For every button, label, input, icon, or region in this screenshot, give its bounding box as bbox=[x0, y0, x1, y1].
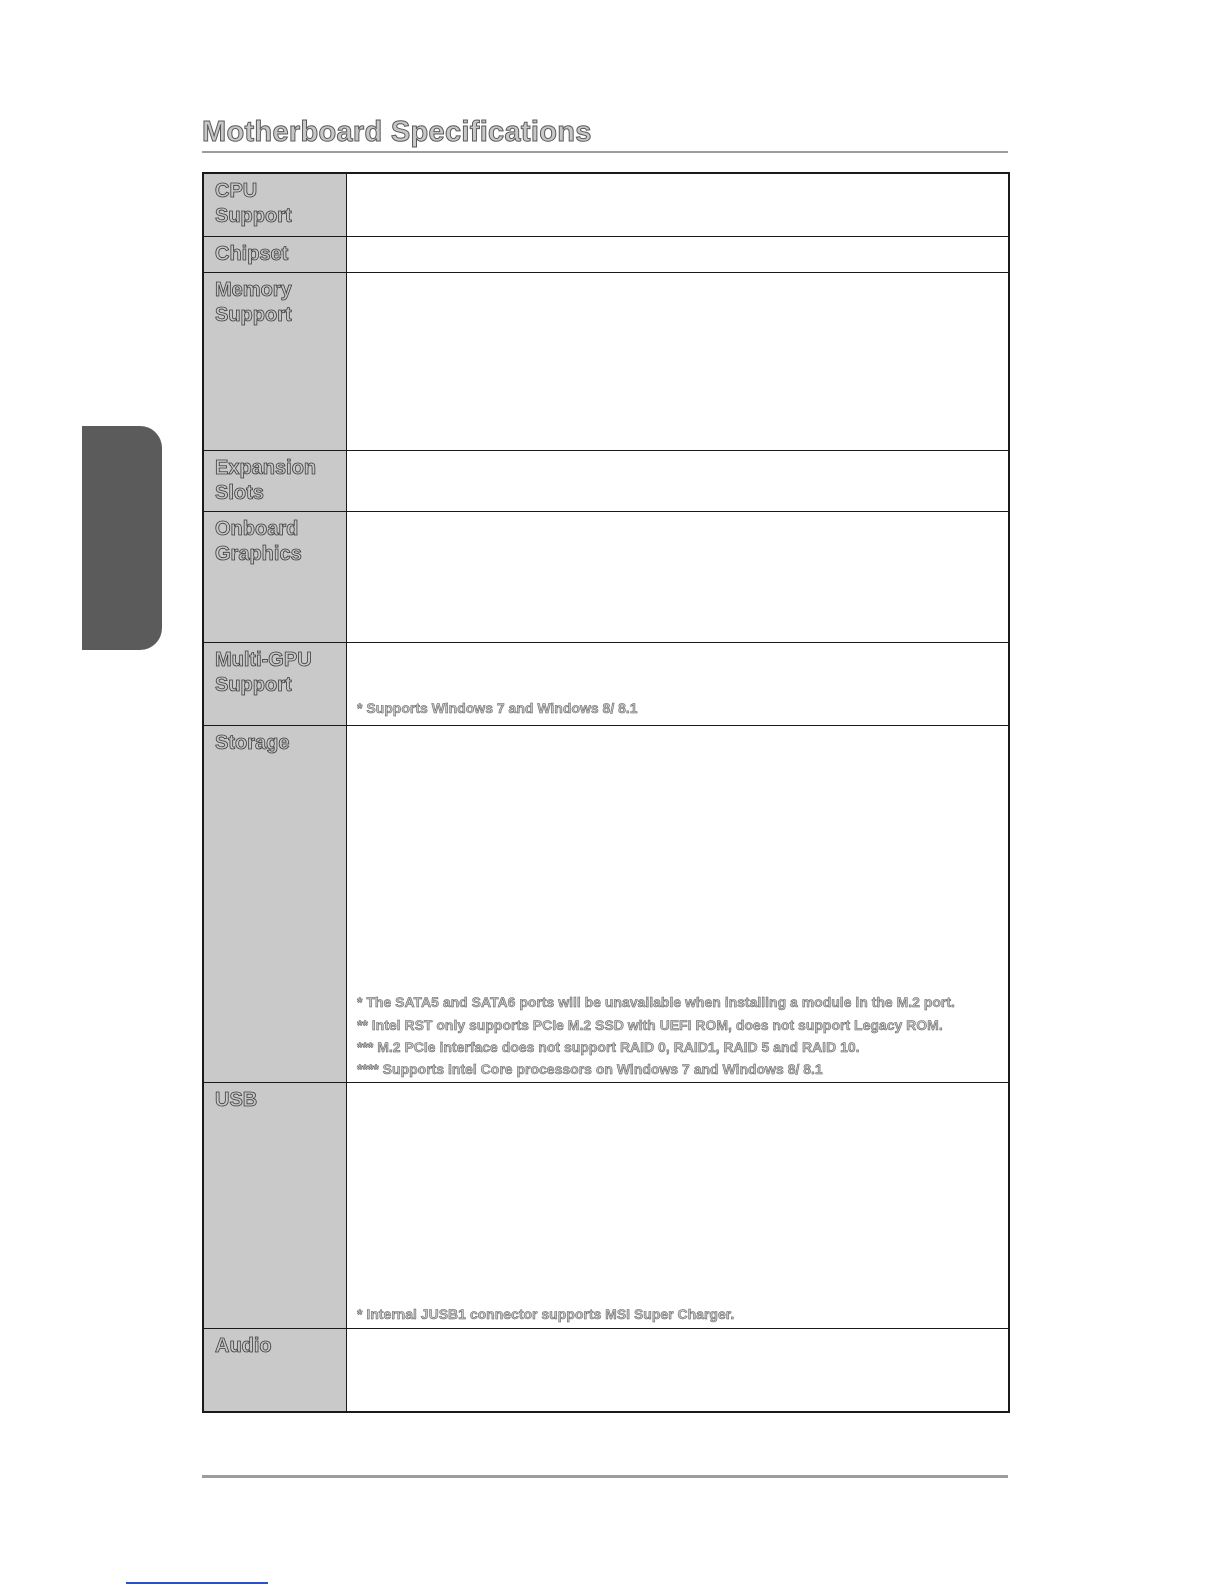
spec-row-audio bbox=[203, 1328, 1009, 1412]
spec-label-text: Storage bbox=[215, 731, 290, 754]
spec-row-storage bbox=[203, 725, 1009, 1082]
spec-label-text: Slots bbox=[215, 481, 264, 504]
footnote: **** Supports Intel Core processors on Windows 7 and Windows 8/ 8.1 bbox=[357, 1060, 823, 1077]
spec-label-text: Support bbox=[215, 673, 292, 696]
spec-row-cpu bbox=[203, 173, 1009, 236]
spec-value-cpu bbox=[347, 173, 1010, 236]
spec-row-graphics bbox=[203, 511, 1009, 642]
spec-value-usb bbox=[347, 1082, 1010, 1328]
footer-divider bbox=[202, 1475, 1008, 1478]
spec-label-memory bbox=[203, 272, 347, 450]
footnote: ** Intel RST only supports PCIe M.2 SSD with UEFI ROM, does not support Legacy ROM. bbox=[357, 1016, 943, 1033]
spec-row-multigpu bbox=[203, 642, 1009, 725]
spec-label-expansion bbox=[203, 450, 347, 511]
spec-label-chipset bbox=[203, 236, 347, 272]
spec-label-audio bbox=[203, 1328, 347, 1412]
spec-value-multigpu bbox=[347, 642, 1010, 725]
spec-label-multigpu bbox=[203, 642, 347, 725]
spec-label-text: Memory bbox=[215, 278, 292, 301]
spec-table bbox=[202, 172, 1010, 1413]
chapter-tab bbox=[82, 426, 162, 650]
bottom-link-underline bbox=[126, 1582, 268, 1584]
footnote: * Supports Windows 7 and Windows 8/ 8.1 bbox=[357, 699, 638, 716]
spec-value-storage bbox=[347, 725, 1010, 1082]
footnote: * Internal JUSB1 connector supports MSI Super Charger. bbox=[357, 1305, 735, 1322]
spec-label-text: CPU bbox=[215, 180, 258, 202]
spec-value-memory bbox=[347, 272, 1010, 450]
spec-row-memory bbox=[203, 272, 1009, 450]
spec-value-graphics bbox=[347, 511, 1010, 642]
spec-row-expansion bbox=[203, 450, 1009, 511]
spec-value-audio bbox=[347, 1328, 1010, 1412]
footnote: * The SATA5 and SATA6 ports will be unavailable when installing a module in the M.2 port. bbox=[357, 993, 955, 1010]
spec-value-expansion bbox=[347, 450, 1010, 511]
spec-label-text: Expansion bbox=[215, 456, 317, 479]
spec-row-chipset bbox=[203, 236, 1009, 272]
spec-label-text: Chipset bbox=[215, 242, 289, 265]
footnote: *** M.2 PCIe interface does not support RAID 0, RAID1, RAID 5 and RAID 10. bbox=[357, 1038, 860, 1055]
spec-label-text: Multi-GPU bbox=[215, 648, 312, 671]
spec-label-graphics bbox=[203, 511, 347, 642]
spec-label-text: Support bbox=[215, 303, 292, 326]
spec-row-usb bbox=[203, 1082, 1009, 1328]
page-title: Motherboard Specifications bbox=[202, 116, 592, 148]
spec-label-text: Graphics bbox=[215, 542, 302, 565]
spec-label-storage bbox=[203, 725, 347, 1082]
title-divider bbox=[202, 151, 1008, 153]
spec-label-text: USB bbox=[215, 1088, 258, 1111]
spec-value-chipset bbox=[347, 236, 1010, 272]
spec-label-text: Audio bbox=[215, 1334, 272, 1357]
spec-label-text: Support bbox=[215, 205, 292, 227]
spec-label-text: Onboard bbox=[215, 517, 299, 540]
spec-label-cpu bbox=[203, 173, 347, 236]
spec-label-usb bbox=[203, 1082, 347, 1328]
